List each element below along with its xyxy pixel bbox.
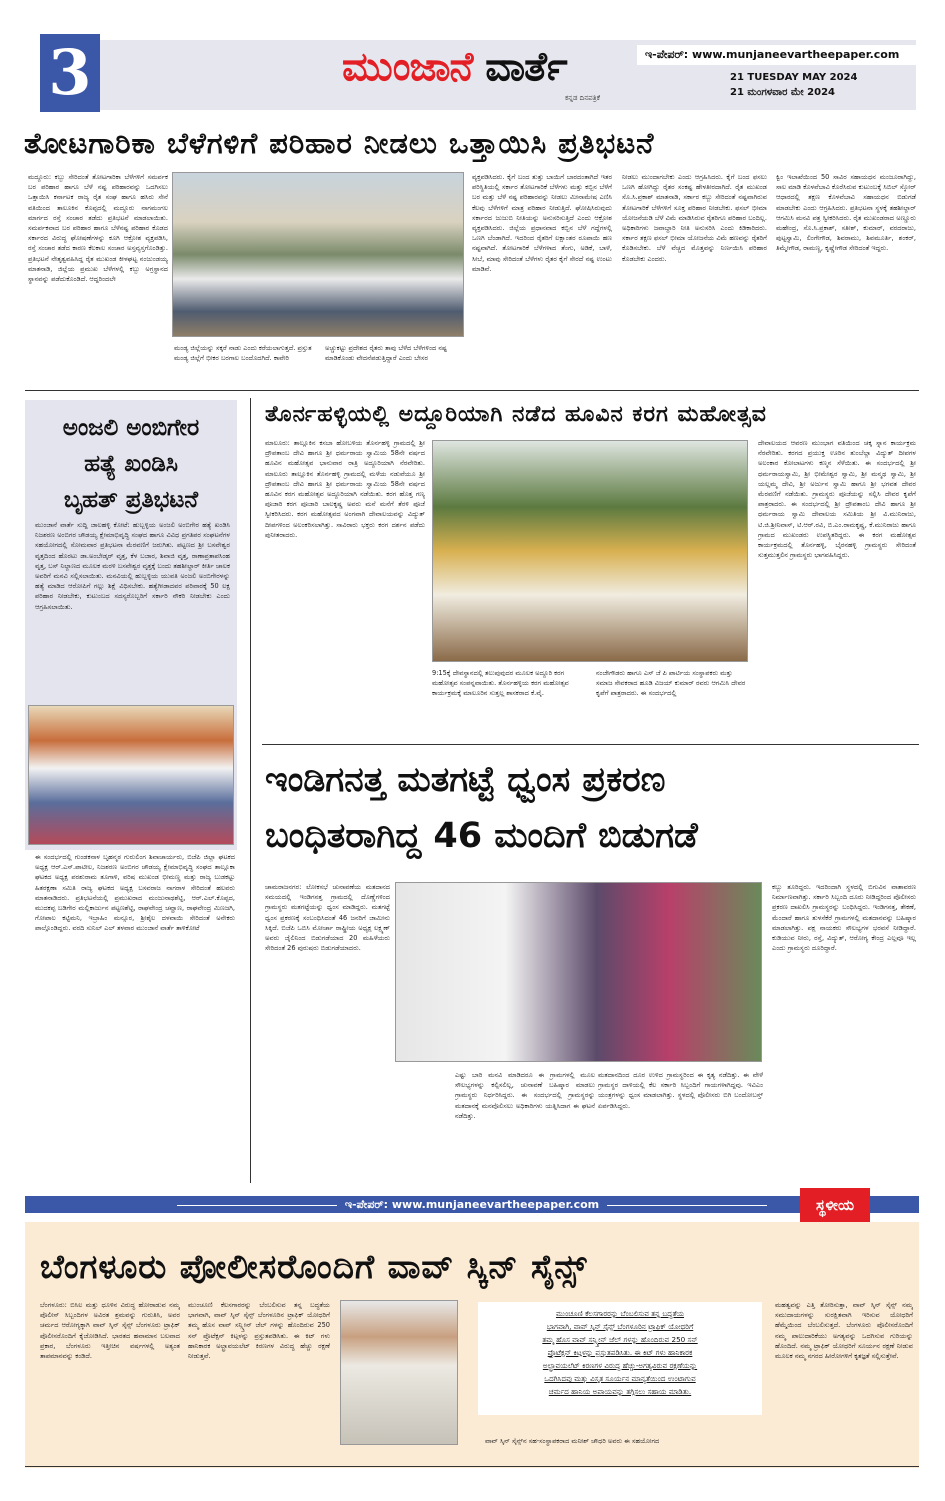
epaper-footer-link[interactable]: ಇ-ಪೇಪರ್: www.munjaneevartheepaper.com xyxy=(344,1198,600,1211)
story1-headline: ತೋಟಗಾರಿಕಾ ಬೆಳೆಗಳಿಗೆ ಪರಿಹಾರ ನೀಡಲು ಒತ್ತಾಯಿಸಿ ಪ್ರತಿಭಟನೆ xyxy=(24,126,655,160)
page-number: 3 xyxy=(40,34,100,112)
quote-line: ಭಾಗವಾಗಿ, ವಾವ್ ಸ್ಕಿನ್ ಸೈನ್ಸ್ ಬೆಂಗಳೂರಿನ ಟ್ರಾಫಿಕ್ ಯೋಧರಿಗೆ xyxy=(546,1322,694,1331)
story4-headline xyxy=(265,752,920,864)
story5-column: ಮಹತ್ವವನ್ನು ಎತ್ತಿ ತೋರಿಸುತ್ತಾ, ವಾವ್ ಸ್ಕಿನ್ ಸೈನ್ಸ್ ನಮ್ಮ ಸಮುದಾಯಗಳನ್ನು ಸುರಕ್ಷಿತವಾಗಿ ಇರಿಸುವ ಯೋಧರಿಗೆ ಹೆಮ್ಮೆಯಿಂದ ಬೆಂಬಲಿಸುತ್ತದೆ. ಬೆಂಗಳೂರು ಪೊಲೀಸರೊಂದಿಗೆ ನಮ್ಮ ಪಾಲುದಾರಿಕೆಯು ಅಗತ್ಯವನ್ನು ಒದಗಿಸುವ ಗುರಿಯನ್ನು ಹೊಂದಿದೆ. ನಮ್ಮ ಟ್ರಾಫಿಕ್ ಯೋಧರಿಗೆ ಸೂರ್ಯನ ರಕ್ಷಣೆ ನೀಡುವ ಮೂಲಕ ನಮ್ಮ ನಗರದ ಹೀರೋಗಳಿಗೆ ಕೃತಜ್ಞತೆ ಸಲ್ಲಿಸುತ್ತೇವೆ. xyxy=(775,1301,913,1361)
divider xyxy=(25,390,919,391)
newspaper-logo[interactable] xyxy=(342,44,632,90)
divider xyxy=(262,744,919,745)
divider xyxy=(25,1466,919,1467)
story2-column: ಮುಂಜಾನೆ ವಾರ್ತೆ ಸುದ್ದಿ ಜಾಲಹಳ್ಳಿ ಕೋಟೆ: ಹುಬ್ಬಳ್ಳಿಯ ಅಂಜಲಿ ಅಂಬಿಗೇರ ಹತ್ಯೆ ಖಂಡಿಸಿ ನಿಜಶರಣ ಅಂಬಿಗರ ಚೌಡಯ್ಯ ಕ್ಷೇಮಾಭಿವೃದ್ಧಿ ಸಂಘದ ಹಾಗೂ ವಿವಿಧ ಪ್ರಗತಿಪರ ಸಂಘಟನೆಗಳ ಸಹಯೋಗದಲ್ಲಿ ಸೋಮವಾರ ಪ್ರತಿಭಟನಾ ಮೆರವಣಿಗೆ ಜರುಗಿತು. ಪಟ್ಟಣದ ಶ್ರೀ ಬಸವೇಶ್ವರ ವೃತ್ತದಿಂದ ಹೊರಟು ಡಾ.ಅಂಬೇಡ್ಕರ್ ವೃತ್ತ, ಕೆಳ ಬಜಾರ, ಶಿವಾಜಿ ವೃತ್ತ, ರಾಣಾಪ್ರತಾಪಸಿಂಹ ವೃತ್ತ, ಬಸ್ ನಿಲ್ದಾಣದ ಮೂಲಕ ಮರಳಿ ಬಸವೇಶ್ವರ ವೃತ್ತಕ್ಕೆ ಬಂದು ತಹಶೀಲ್ದಾರ್ ಕೀರ್ತಿ ಚಾಲಕ ಅವರಿಗೆ ಮನವಿ ಸಲ್ಲಿಸಲಾಯಿತು. ಮನವಿಯಲ್ಲಿ ಹುಬ್ಬಳ್ಳಿಯ ಯುವತಿ ಅಂಜಲಿ ಅಂಬಿಗೇರಳನ್ನು ಹತ್ಯೆ ಮಾಡಿದ ಆರೋಪಿಗೆ ಗಲ್ಲು ಶಿಕ್ಷೆ ವಿಧಿಸಬೇಕು. ಹತ್ಯೆಗೀಡಾದವರ ಪರಿವಾರಕ್ಕೆ 50 ಲಕ್ಷ ಪರಿಹಾರ ನೀಡಬೇಕು, ಕುಟುಂಬದ ಸದಸ್ಯರೊಬ್ಬರಿಗೆ ಸರ್ಕಾರಿ ನೌಕರಿ ನೀಡಬೇಕು ಎಂದು ಆಗ್ರಹಿಸಲಾಯಿತು. xyxy=(35,521,230,611)
story5-column: ಬೆಂಗಳೂರು: ಬಿಸಿಲ ಮತ್ತು ಧೂಳಿನ ವಿರುದ್ಧ ಹೋರಾಡುವ ನಮ್ಮ ಪೊಲೀಸ್ ಸಿಬ್ಬಂದಿಗಳ ಅವಿರತ ಶ್ರಮವನ್ನು ಗುರುತಿಸಿ, ಅವರ ಚರ್ಮದ ಆರೋಗ್ಯಕ್ಕಾಗಿ ವಾವ್ ಸ್ಕಿನ್ ಸೈನ್ಸ್ ಬೆಂಗಳೂರು ಟ್ರಾಫಿಕ್ ಪೊಲೀಸರೊಂದಿಗೆ ಕೈಜೋಡಿಸಿದೆ. ಭಾರತದ ಹವಾಮಾನ ಬಲವಾದ ಪ್ರಕಾರ, ಬೆಂಗಳೂರು ಇತ್ತೀಚಿನ ವರ್ಷಗಳಲ್ಲಿ ಅತ್ಯಂತ ತಾಪಮಾನವನ್ನು ಕಂಡಿದೆ. xyxy=(40,1301,180,1361)
headline-line: ಹತ್ಯೆ ಖಂಡಿಸಿ xyxy=(84,451,178,477)
quote-line: ಪ್ರೊಟೆಕ್ಷನ್ ಕಿಟ್ಗಳನ್ನು ಪ್ರಸ್ತುತಪಡಿಸಿತು. ಈ ಕಿಟ್ ಗಳು ಹಾನಿಕಾರಕ xyxy=(547,1348,693,1357)
karaga-festival-photo xyxy=(432,440,748,662)
headline-line: ಅಂಜಲಿ ಅಂಬಿಗೇರ xyxy=(62,415,200,441)
section-badge-local: ಸ್ಥಳೀಯ xyxy=(800,1188,870,1223)
tagline: ಕನ್ನಡ ದಿನಪತ್ರಿಕೆ xyxy=(565,94,601,102)
pull-quote xyxy=(478,1302,762,1415)
story1-caption: ಮಂಡ್ಯ ಜಿಲ್ಲೆಯನ್ನು ಸಕ್ಕರೆ ನಾಡು ಎಂದು ಕರೆಯಲಾಗುತ್ತದೆ. ಪ್ರಸ್ತುತ ಮಂಡ್ಯ ಜಿಲ್ಲೆಗೆ ಭೀಕರ ಬರಗಾಲ ಬಂದೊದಗಿದೆ. ಕಾವೇರಿ xyxy=(174,344,312,363)
story1-column: ವ್ಯಕ್ತಪಡಿಸಿದರು. ಕೈಗೆ ಬಂದ ತುತ್ತು ಬಾಯಿಗೆ ಬಾರದಂತಾಗಿದೆ ಇತರ ಪರಿಸ್ಥಿತಿಯಲ್ಲಿ ಸರ್ಕಾರ ತೋಟಗಾರಿಕೆ ಬೆಳೆಗಳು ಮತ್ತು ಕಬ್ಬಿನ ಬೆಳೆಗೆ ಬರ ಮತ್ತು ಬೆಳೆ ನಷ್ಟ ಪರಿಹಾರವನ್ನು ನೀಡಲು ಮೀನಾಮೇಷ ಎಣಿಸಿ ಕೆಲವು ಬೆಳೆಗಳಿಗೆ ಮಾತ್ರ ಪರಿಹಾರ ನೀಡುತ್ತಿದೆ. ಘೋಷಿಸಿರುವುದು ಸರ್ಕಾರದ ಜುಜುಬಿ ನೀತಿಯನ್ನು ಅನುಸರಿಸುತ್ತಿದೆ ಎಂದು ಆಕ್ರೋಶ ವ್ಯಕ್ತಪಡಿಸಿದರು. ಜಿಲ್ಲೆಯ ಪ್ರಧಾನವಾದ ಕಬ್ಬಿನ ಬೆಳೆ ಗದ್ದೆಗಳಲ್ಲಿ ಒಣಗಿ ಬೆಂಡಾಗಿದೆ. ಇದರಿಂದ ರೈತರಿಗೆ ಲಕ್ಷಾಂತರ ರೂಪಾಯಿ ಹಣ ನಷ್ಟವಾಗಿದೆ. ತೋಟಗಾರಿಕೆ ಬೆಳೆಗಳಾದ ತೆಂಗು, ಅಡಿಕೆ, ಬಾಳೆ, ಸೀಬೆ, ಮಾವು ಸೇರಿದಂತೆ ಬೆಳೆಗಳು ರೈತರ ಕೈಗೆ ಸೇರದೆ ನಷ್ಟ ಉಂಟು ಮಾಡಿವೆ. xyxy=(472,173,612,273)
story2-headline xyxy=(25,410,237,518)
quote-line: ಚರ್ಮದ ಹಾನಿಯ ಅಪಾಯವನ್ನು ತಗ್ಗಿಸಲು ಸಹಾಯ ಮಾಡಿತು. xyxy=(548,1387,692,1396)
issue-date xyxy=(730,70,857,100)
story4-column: ಚಾಮರಾಜನಗರ: ಲೋಕಸಭೆ ಚುನಾವಣೆಯ ಮತದಾನದ ಸಮಯದಲ್ಲಿ ಇಂಡಿಗನತ್ತ ಗ್ರಾಮದಲ್ಲಿ ದೊಣ್ಣೆಗಳಿಂದ ಗ್ರಾಮಸ್ಥರು ಮತಗಟ್ಟೆಯನ್ನು ಧ್ವಂಸ ಮಾಡಿದ್ದರು. ಮತಗಟ್ಟೆ ಧ್ವಂಸ ಪ್ರಕರಣಕ್ಕೆ ಸಂಬಂಧಿಸಿದಂತೆ 46 ಜನರಿಗೆ ಜಾಮೀನು ಸಿಕ್ಕಿದೆ. ಬಿಜೆಪಿ ಒಬಿಸಿ ಮೋರ್ಚಾ ರಾಷ್ಟ್ರೀಯ ಅಧ್ಯಕ್ಷ ಲಕ್ಷ್ಮಣ್ ಅವರು ಜೈಲಿನಿಂದ ಬಿಡುಗಡೆಯಾದ 20 ಮಹಿಳೆಯರು ಸೇರಿದಂತೆ 26 ಪುರುಷರು ಬಿಡುಗಡೆಯಾದರು. xyxy=(265,883,390,953)
story4-column: ಎಷ್ಟು ಬಾರಿ ಮನವಿ ಮಾಡಿದರೂ ಈ ಗ್ರಾಮಗಳಲ್ಲಿ ಮೂಲ ಸೌಲಭ್ಯಗಳನ್ನು ಕಲ್ಪಿಸಲಿಲ್ಲ, ಚುನಾವಣೆ ಬಹಿಷ್ಕಾರ ಮಾಡಲು ಗ್ರಾಮಸ್ಥರು ನಿರ್ಧರಿಸಿದ್ದರು. ಈ ಸಂದರ್ಭದಲ್ಲಿ ಗ್ರಾಮಸ್ಥರನ್ನು ಮತದಾನಕ್ಕೆ ಮನವೊಲಿಸಲು ಅಧಿಕಾರಿಗಳು ಯತ್ನಿಸಿದಾಗ ಈ ಘಟನೆ ನಡೆದಿತ್ತು. xyxy=(455,1071,595,1120)
quote-line: ಅಲ್ಟ್ರಾವಯಲೆಟ್ ಕಿರಣಗಳ ವಿರುದ್ಧ ಹೆಚ್ಚು-ಅಗತ್ಯವಿರುವ ರಕ್ಷಣೆಯನ್ನು xyxy=(542,1361,698,1370)
story4-column: ಕಬ್ಬು ತೂರಿದ್ದರು. ಇದರಿಂದಾಗಿ ಸ್ಥಳದಲ್ಲಿ ಬಿಗುವಿನ ವಾತಾವರಣ ನಿರ್ಮಾಣವಾಗಿತ್ತು. ಸರ್ಕಾರಿ ಸಿಬ್ಬಂದಿ ದೂರು ನೀಡಿದ್ದರಿಂದ ಪೊಲೀಸರು ಪ್ರಕರಣ ದಾಖಲಿಸಿ ಗ್ರಾಮಸ್ಥರನ್ನು ಬಂಧಿಸಿದ್ದರು. ಇಂಡಿಗನತ್ತ, ತೇಕಣೆ, ಮೆಂದಾರೆ ಹಾಗೂ ತುಳಸೆಕೆರೆ ಗ್ರಾಮಗಳಲ್ಲಿ ಮತದಾನವನ್ನು ಬಹಿಷ್ಕಾರ ಮಾಡಲಾಗಿತ್ತು. ಪಕ್ಷ ನಾಯಕರು ಸೌಲಭ್ಯಗಳ ಭರವಸೆ ನೀಡಿದ್ದಾರೆ. ಕುಡಿಯುವ ನೀರು, ರಸ್ತೆ, ವಿದ್ಯುತ್, ಆರೋಗ್ಯ ಕೇಂದ್ರ ಎಲ್ಲವೂ ಇಲ್ಲ ಎಂದು ಗ್ರಾಮಸ್ಥರು ದೂರಿದ್ದಾರೆ. xyxy=(772,883,916,953)
story5-headline: ಬೆಂಗಳೂರು ಪೋಲೀಸರೊಂದಿಗೆ ವಾವ್ ಸ್ಕಿನ್ ಸೈನ್ಸ್ xyxy=(40,1247,588,1286)
story1-caption: ಅಚ್ಚುಕಟ್ಟು ಪ್ರದೇಶದ ರೈತರು ತಾವು ಬೆಳೆದ ಬೆಳೆಗಳಿಂದ ನಷ್ಟ ಮಾಡಿಕೊಂಡು ವೇದನೆಪಡುತ್ತಿದ್ದಾರೆ ಎಂದು ಬೇಸರ xyxy=(325,344,447,363)
story3-column: ದೇವಾಲಯದ ಆವರಣ ಮುಂಭಾಗ ವತಿಯಿಂದ ಚಕ್ಕ ಸ್ನಾನ ಕಾರ್ಯಕ್ರಮ ನೆರವೇರಿತು. ಕರಗದ ಪ್ರಯುಕ್ತ ಊರಿನ ತುಂಬೆಲ್ಲಾ ವಿದ್ಯುತ್ ದೀಪಗಳ ಅಲಂಕಾರ ಕೋಲಾಟಗಳು ಕಣ್ಮನ ಸೆಳೆಯಿತು. ಈ ಸಂದರ್ಭದಲ್ಲಿ ಶ್ರೀ ಧರ್ಮರಾಯಸ್ವಾಮಿ, ಶ್ರೀ ಭೀಮೇಶ್ವರ ಸ್ವಾಮಿ, ಶ್ರೀ ಮನ್ಮಥ ಸ್ವಾಮಿ, ಶ್ರೀ ಯಲ್ಲಮ್ಮ ದೇವಿ, ಶ್ರೀ ಅರ್ಜುನ ಸ್ವಾಮಿ ಹಾಗೂ ಶ್ರೀ ಭಗವತ ದೇವರ ಮೆರವಣಿಗೆ ನಡೆಯಿತು. ಗ್ರಾಮಸ್ಥರು ಪೂಜೆಯನ್ನು ಸಲ್ಲಿಸಿ ದೇವರ ಕೃಪೆಗೆ ಪಾತ್ರರಾದರು. ಈ ಸಂದರ್ಭದಲ್ಲಿ ಶ್ರೀ ದ್ರೌಪತಾಂಬ ದೇವಿ ಹಾಗೂ ಶ್ರೀ ಧರ್ಮರಾಯ ಸ್ವಾಮಿ ದೇವಾಲಯ ಸಮಿತಿಯ ಶ್ರೀ ವಿ.ಮುನಿರಾಜು, ಟಿ.ಜಿ.ಶ್ರೀನಿವಾಸ್, ಟಿ.ಆರ್.ರವಿ, ಬಿ.ಎಂ.ರಾಮಕೃಷ್ಣ, ಕೆ.ಮುನಿರಾಜು ಹಾಗೂ ಗ್ರಾಮದ ಮುಖಂಡರು ಉಪಸ್ಥಿತರಿದ್ದರು. ಈ ಕರಗ ಮಹೋತ್ಸವ ಕಾರ್ಯಕ್ರಮದಲ್ಲಿ ತೊರ್ನಹಳ್ಳಿ, ಬೈರನಹಳ್ಳಿ ಗ್ರಾಮಸ್ಥರು ಸೇರಿದಂತೆ ಸುತ್ತಮುತ್ತಲಿನ ಗ್ರಾಮಸ್ಥರು ಭಾಗವಹಿಸಿದ್ದರು. xyxy=(758,439,916,560)
epaper-footer-bar xyxy=(25,1196,919,1213)
story2-column: ಈ ಸಂದರ್ಭದಲ್ಲಿ ಗುಂಡಕನಾಳ ಬೃಹನ್ಮಠ ಗುರುಲಿಂಗ ಶಿವಾಚಾರ್ಯರು, ಬಿಜೆಪಿ ಜಿಲ್ಲಾ ಘಟಕದ ಅಧ್ಯಕ್ಷ ಆರ್.ಎಸ್.ಪಾಟೀಲ, ನಿಜಶರಣ ಅಂಬಿಗರ ಚೌಡಯ್ಯ ಕ್ಷೇಮಾಭಿವೃದ್ಧಿ ಸಂಘದ ತಾಲ್ಲೂಕಾ ಘಟಕದ ಅಧ್ಯಕ್ಷ ಪರಶುರಾಮ ತೂಗಾಳಿ, ವರಿಷ ಮುಖಂಡ ಭೀಮಣ್ಣ ಮತ್ತು ರಾಜ್ಯ ಬುಡಕಟ್ಟು ಹಿತರಕ್ಷಣಾ ಸಮಿತಿ ರಾಜ್ಯ ಘಟಕದ ಅಧ್ಯಕ್ಷ ಬಸವರಾಜ ನಾಗರಾಳ ಸೇರಿದಂತೆ ಹಲವರು ಮಾತನಾಡಿದರು. ಪ್ರತಿಭಟನೆಯಲ್ಲಿ ಪ್ರಮುಖರಾದ ಮಂಜುನಾಥಶೆಟ್ಟಿ, ಆರ್.ಎಲ್.ಕೊಪ್ಪದ, ಮುದಕಪ್ಪ ಬಡಿಗೇರ ಮಲ್ಲಿಕಾರ್ಜುನ ಪಟ್ಟಣಶೆಟ್ಟಿ, ರಾಘವೇಂದ್ರ ಚವ್ಹಾಣ, ರಾಘವೇಂದ್ರ ಮಿಣಜಗಿ, ಗೋಪಾಲ ಕಟ್ಟಿಮನಿ, ಇಬ್ರಾಹಿಂ ಮನ್ಸೂರ, ಶ್ರೀಶೈಲ ದಳವಾಯಿ ಸೇರಿದಂತೆ ಅನೇಕರು ಪಾಲ್ಗೊಂಡಿದ್ದರು. ವರದಿ ಸುನಿಲ್ ಎಲ್ ತಳವಾರ ಮುಂಜಾನೆ ವಾರ್ತೆ ತಾಳಿಕೋಟೆ xyxy=(35,853,235,933)
released-villagers-photo xyxy=(395,882,762,1062)
protest-banner-photo xyxy=(28,705,234,845)
story1-column: ನೀಡಲು ಮುಂದಾಗಬೇಕು ಎಂದು ಆಗ್ರಹಿಸಿದರು. ಕೈಗೆ ಬಂದ ಫಸಲು ಒಣಗಿ ಹೋಗಿದ್ದು ರೈತರ ಸಂಕಷ್ಟ ಹೇಳತೀರದಾಗಿದೆ. ರೈತ ಮುಖಂಡ ಸೊ.ಸಿ.ಪ್ರಕಾಶ್ ಮಾತನಾಡಿ, ಸರ್ಕಾರ ಕಬ್ಬು ಸೇರಿದಂತೆ ನಷ್ಟವಾಗಿರುವ ತೋಟಗಾರಿಕೆ ಬೆಳೆಗಳಿಗೆ ಸೂಕ್ತ ಪರಿಹಾರ ನೀಡಬೇಕು. ಫಸಲ್ ಭೀಮಾ ಯೋಜನೆಯಡಿ ಬೆಳೆ ವಿಮೆ ಮಾಡಿಸಿರುವ ರೈತರಿಗೂ ಪರಿಹಾರ ಬಂದಿಲ್ಲ. ಅಧಿಕಾರಿಗಳು ಜವಾಬ್ದಾರಿ ನೀತಿ ಅನುಸರಿಸಿ ಎಂದು ಕಿಡಿಕಾರಿದರು. ಸರ್ಕಾರ ತಕ್ಷಣ ಫಸಲ್ ಭೀಮಾ ಯೋಜನೆಯ ವಿಮೆ ಹಣವನ್ನು ರೈತರಿಗೆ ಕೊಡಿಸಬೇಕು. ಬೆಳೆ ವೆಚ್ಚದ ಮೊತ್ತವನ್ನು ನಿರ್ಣಯಿಸಿ ಪರಿಹಾರ ಕೊಡಬೇಕು ಎಂದರು. xyxy=(622,173,767,263)
story1-column: ಮದ್ದೂರು: ಕಬ್ಬು ಸೇರಿದಂತೆ ತೋಟಗಾರಿಕಾ ಬೆಳೆಗಳಿಗೆ ಸಮರ್ಪಕ ಬರ ಪರಿಹಾರ ಹಾಗೂ ಬೆಳೆ ನಷ್ಟ ಪರಿಹಾರವನ್ನು ಒದಗಿಸಲು ಒತ್ತಾಯಿಸಿ ಕರ್ನಾಟಕ ರಾಜ್ಯ ರೈತ ಸಂಘ ಹಾಗೂ ಹಸಿರು ಸೇನೆ ವತಿಯಿಂದ ತಾಲೂಕಿನ ಕೊಪ್ಪದಲ್ಲಿ ಮದ್ದೂರು ನಾಗಮಂಗಲ ಮಾರ್ಗದ ರಸ್ತೆ ಸಂಚಾರ ತಡೆದು ಪ್ರತಿಭಟನೆ ಮಾಡಲಾಯಿತು. ಸಮರ್ಪಕವಾದ ಬರ ಪರಿಹಾರ ಹಾಗೂ ಬೆಳೆನಷ್ಟ ಪರಿಹಾರ ಕೊಡದ ಸರ್ಕಾರದ ವಿರುದ್ಧ ಘೋಷಣೆಗಳನ್ನು ಕೂಗಿ ಆಕ್ರೋಶ ವ್ಯಕ್ತಪಡಿಸಿ, ರಸ್ತೆ ಸಂಚಾರ ತಡೆದ ಕಾರಣ ಕೆಲಕಾಲ ಸಂಚಾರ ಅಸ್ತವ್ಯಸ್ತಗೊಂಡಿತ್ತು. ಪ್ರತಿಭಟನೆ ನೇತೃತ್ವವಹಿಸಿದ್ದ ರೈತ ಮುಖಂಡ ಕೀಳಘಟ್ಟ ನಂಜುಂಡಯ್ಯ ಮಾತನಾಡಿ, ಜಿಲ್ಲೆಯ ಪ್ರಮುಖ ಬೆಳೆಗಳಲ್ಲಿ ಕಬ್ಬು ಅಗ್ರಸ್ಥಾನದ ಸ್ಥಾನವನ್ನು ಪಡೆದುಕೊಂಡಿದೆ. ಆದ್ದರಿಂದಲೇ xyxy=(28,173,168,284)
story3-caption: 9:15ಕ್ಕೆ ದೇವಸ್ಥಾನದಲ್ಲಿ ತಲುಪುವುದರ ಮೂಲಕ ಅದ್ದೂರಿ ಕರಗ ಮಹೋತ್ಸವ ಸಂಪನ್ನವಾಯಿತು. ತೊರ್ನಹಳ್ಳಿಯ ಕರಗ ಮಹೋತ್ಸವ ಕಾರ್ಯಕ್ರಮಕ್ಕೆ ಮಾಲೂರಿನ ಸುತ್ತಲ್ಲ ಶಾಸಕರಾದ ಕೆ.ವೈ. xyxy=(432,669,569,698)
date-english: 21 TUESDAY MAY 2024 xyxy=(730,72,858,83)
headline-line: ಇಂಡಿಗನತ್ತ ಮತಗಟ್ಟೆ ಧ್ವಂಸ ಪ್ರಕರಣ xyxy=(265,760,666,800)
epaper-link[interactable]: ಇ-ಪೇಪರ್: www.munjaneevartheepaper.com xyxy=(637,45,917,65)
farmers-protest-photo xyxy=(172,172,464,337)
story1-column: ಕ್ವಿಂ ಇಲಾಖೆಯಿಂದ 50 ಸಾವಿರ ಸಹಾಯಧನ ಮಂಜೂರಾಗಿದ್ದು, ಸಾಲ ಮಾಡಿ ಕೊಳವೆಬಾವಿ ಕೊರೆಸಿರುವ ಕುಟುಂಬಕ್ಕೆ ಸಿಬಿಲ್ ಸ್ಕೋರ್ ಆಧಾರದಲ್ಲಿ ತಕ್ಷಣ ಕೊಳವೆಬಾವಿ ಸಹಾಯಧನ ಬಿಡುಗಡೆ ಮಾಡಬೇಕು ಎಂದು ಆಗ್ರಹಿಸಿದರು. ಪ್ರತಿಭಟನಾ ಸ್ಥಳಕ್ಕೆ ತಹಶೀಲ್ದಾರ್ ಆಗಮಿಸಿ ಮನವಿ ಪತ್ರ ಸ್ವೀಕರಿಸಿದರು. ರೈತ ಮುಖಂಡರಾದ ಅಣ್ಣೂರು ಮಹೇಂದ್ರ, ಸೊ.ಸಿ.ಪ್ರಕಾಶ್, ಸತೀಶ್, ಕುಮಾರ್, ವರದರಾಜು, ಪುಟ್ಟಸ್ವಾಮಿ, ಲಿಂಗೇಗೌಡ, ಶಿವರಾಮು, ಶಿವಮೂರ್ತಿ, ಶಂಕರ್, ತಿಮ್ಮೇಗೌಡ, ರಾಮಣ್ಣ, ಕೃಷ್ಣೇಗೌಡ ಸೇರಿದಂತೆ ಇದ್ದರು. xyxy=(776,173,916,253)
story5-column: ಮುಂಚೂಣಿ ಕೆಲಸಗಾರರನ್ನು ಬೆಂಬಲಿಸುವ ತನ್ನ ಬದ್ಧತೆಯ ಭಾಗವಾಗಿ, ವಾವ್ ಸ್ಕಿನ್ ಸೈನ್ಸ್ ಬೆಂಗಳೂರಿನ ಟ್ರಾಫಿಕ್ ಯೋಧರಿಗೆ ತಮ್ಮ ಹೊಸ ವಾವ್ ಸನ್ಸ್ಕ್ರೀನ್ ಜೆಲ್ ಗಳನ್ನು ಹೊಂದಿರುವ 250 ಸನ್ ಪ್ರೊಟೆಕ್ಷನ್ ಕಿಟ್ಗಳನ್ನು ಪ್ರಸ್ತುತಪಡಿಸಿತು. ಈ ಕಿಟ್ ಗಳು ಹಾನಿಕಾರಕ ಅಲ್ಟ್ರಾವಯಲೆಟ್ ಕಿರಣಗಳ ವಿರುದ್ಧ ಹೆಚ್ಚು ರಕ್ಷಣೆ ನೀಡುತ್ತವೆ. xyxy=(188,1301,330,1361)
quote-line: ಒದಗಿಸಿದವು ಮತ್ತು ವಿಸ್ತೃತ ಸೂರ್ಯನ ಮಾನ್ಯತೆಯಿಂದ ಉಂಟಾಗುವ xyxy=(544,1374,696,1383)
story5-byline: ವಾವ್ ಸ್ಕಿನ್ ಸೈನ್ಸ್‌ನ ಸಹ-ಸಂಸ್ಥಾಪಕರಾದ ಮನೀಶ್ ಚೌಧರಿ ಅವರು ಈ ಸಹಯೋಗದ xyxy=(485,1437,660,1445)
story3-caption: ನಂಜೇಗೌಡರು ಹಾಗೂ ಎಸ್ ಜೆ ಪಿ ಪಾರ್ಟಿಯ ಸಂಸ್ಥಾಪಕರು ಮತ್ತು ಸಮಾಜ ಸೇವಕರಾದ ಹೂಡಿ ವಿಜಯ್ ಕುಮಾರ್ ರವರು ಆಗಮಿಸಿ ದೇವರ ಕೃಪೆಗೆ ಪಾತ್ರರಾದರು. ಈ ಸಂದರ್ಭದಲ್ಲಿ xyxy=(596,669,746,698)
story4-column: ಮತದಾನದಿಂದ ದೂರ ಉಳಿದ ಗ್ರಾಮಸ್ಥರಿಂದ ಈ ಕೃತ್ಯ ನಡೆದಿತ್ತು. ಈ ವೇಳೆ ಗ್ರಾಮಸ್ಥರ ದಾಳಿಯಲ್ಲಿ ಕೆಲ ಸರ್ಕಾರಿ ಸಿಬ್ಬಂದಿಗೆ ಗಾಯಗಳಾಗಿದ್ದವು. ಇವಿಎಂ ಯಂತ್ರಗಳನ್ನು ಧ್ವಂಸ ಮಾಡಲಾಗಿತ್ತು. ಸ್ಥಳದಲ್ಲಿ ಪೊಲೀಸರು ಬಿಗಿ ಬಂದೋಬಸ್ತ್ ಏರ್ಪಡಿಸಿದ್ದರು. xyxy=(598,1071,763,1110)
logo-red-text: ಮುಂಜಾನೆ xyxy=(342,44,473,90)
date-kannada: 21 ಮಂಗಳವಾರ ಮೇ 2024 xyxy=(730,87,836,98)
headline-line: ಬೃಹತ್ ಪ್ರತಿಭಟನೆ xyxy=(63,487,199,513)
quote-line: ಮುಂಚೂಣಿ ಕೆಲಸಗಾರರನ್ನು ಬೆಂಬಲಿಸುವ ತನ್ನ ಬದ್ಧತೆಯ xyxy=(555,1309,685,1318)
story3-headline: ತೊರ್ನಹಳ್ಳಿಯಲ್ಲಿ ಅದ್ದೂರಿಯಾಗಿ ನಡೆದ ಹೂವಿನ ಕರಗ ಮಹೋತ್ಸವ xyxy=(265,402,767,427)
traffic-police-photo xyxy=(340,1300,458,1445)
column-divider xyxy=(250,398,251,1183)
story3-column: ಮಾಲೂರು: ತಾಲ್ಲೂಕಿನ ಕಸಬಾ ಹೋಬಳಿಯ ತೊರ್ನಹಳ್ಳಿ ಗ್ರಾಮದಲ್ಲಿ ಶ್ರೀ ದ್ರೌಪತಾಂಬ ದೇವಿ ಹಾಗೂ ಶ್ರೀ ಧರ್ಮರಾಯ ಸ್ವಾಮಿಯ 58ನೇ ವರ್ಷದ ಹೂವಿನ ಮಹೋತ್ಸವ ಭಾನುವಾರ ರಾತ್ರಿ ಅದ್ದೂರಿಯಾಗಿ ನೆರವೇರಿತು. ಮಾಲೂರು ತಾಲ್ಲೂಕಿನ ತೊರ್ನಹಳ್ಳಿ ಗ್ರಾಮದಲ್ಲಿ ಮಳೆಯ ನಡುವೆಯೂ ಶ್ರೀ ದ್ರೌಪತಾಂಬ ದೇವಿ ಹಾಗೂ ಶ್ರೀ ಧರ್ಮರಾಯ ಸ್ವಾಮಿಯ 58ನೇ ವರ್ಷದ ಹೂವಿನ ಕರಗ ಮಹೋತ್ಸವ ಅದ್ದೂರಿಯಾಗಿ ನಡೆಯಿತು. ಕರಗ ಹೊತ್ತ ಗಣ್ಯ ಪೂಜಾರಿ ಕರಗ ಪೂಜಾರಿ ಬಾಲಕೃಷ್ಣ ಅವರು ಮನೆ ಮನೆಗೆ ತೆರಳಿ ಪೂಜೆ ಸ್ವೀಕರಿಸಿದರು. ಕರಗ ಮಹೋತ್ಸವದ ಅಂಗವಾಗಿ ದೇವಾಲಯವನ್ನು ವಿದ್ಯುತ್ ದೀಪಗಳಿಂದ ಅಲಂಕರಿಸಲಾಗಿತ್ತು. ಸಾವಿರಾರು ಭಕ್ತರು ಕರಗ ದರ್ಶನ ಪಡೆದು ಪುನೀತರಾದರು. xyxy=(265,439,425,539)
logo-black-text: ವಾರ್ತೆ xyxy=(485,44,567,90)
headline-line: ಬಂಧಿತರಾಗಿದ್ದ 46 ಮಂದಿಗೆ ಬಿಡುಗಡೆ xyxy=(265,816,698,856)
quote-line: ತಮ್ಮ ಹೊಸ ವಾವ್ ಸನ್ಸ್ಕ್ರೀನ್ ಜೆಲ್ ಗಳನ್ನು ಹೊಂದಿರುವ 250 ಸನ್ xyxy=(542,1335,698,1344)
